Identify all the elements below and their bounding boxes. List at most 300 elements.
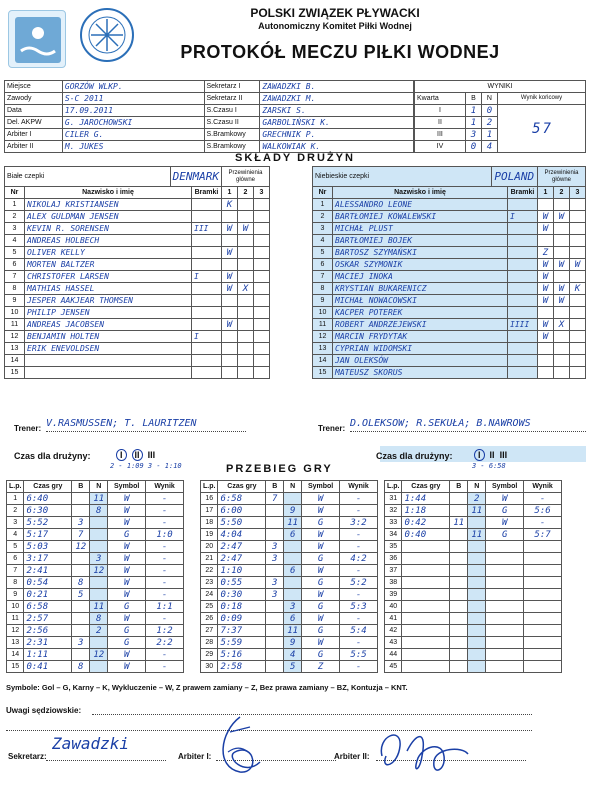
final-score — [497, 105, 585, 153]
info-left-label: Arbiter I — [5, 129, 63, 141]
log-n — [90, 589, 108, 601]
log-n — [284, 493, 302, 505]
blue-roster-row — [313, 235, 586, 247]
player-foul-f1 — [538, 367, 554, 379]
player-foul-f2 — [554, 307, 570, 319]
arbiter1-signature — [200, 712, 280, 782]
player-foul-f3 — [254, 307, 270, 319]
player-name: BARTOSZ SZYMAŃSKI — [333, 247, 508, 259]
player-foul-f1 — [222, 259, 238, 271]
log-n: 11 — [90, 601, 108, 613]
blue-roster-table — [312, 166, 586, 379]
log-n: 8 — [90, 613, 108, 625]
white-roster-row — [5, 355, 270, 367]
blue-col-name: Nazwisko i imię — [333, 187, 508, 199]
log-n — [468, 625, 486, 637]
log-lp: 36 — [385, 553, 402, 565]
log-symbol: G — [302, 601, 340, 613]
game-log-block-1 — [6, 480, 184, 673]
log-symbol: G — [302, 577, 340, 589]
player-foul-f3 — [254, 367, 270, 379]
player-foul-f1 — [222, 331, 238, 343]
blue-roster-row — [313, 271, 586, 283]
info-mid-label: Sekretarz I — [204, 81, 260, 93]
player-foul-f1: W — [538, 259, 554, 271]
log-b — [450, 493, 468, 505]
player-nr: 9 — [313, 295, 333, 307]
log-b — [266, 613, 284, 625]
log-score: - — [146, 493, 184, 505]
log-lp: 33 — [385, 517, 402, 529]
log-n — [90, 637, 108, 649]
player-foul-f3 — [570, 223, 586, 235]
game-log-row — [201, 541, 378, 553]
game-log-row — [7, 649, 184, 661]
log-lp: 42 — [385, 625, 402, 637]
log-lp: 6 — [7, 553, 24, 565]
player-nr: 12 — [313, 331, 333, 343]
log-n: 3 — [90, 553, 108, 565]
log-lp: 8 — [7, 577, 24, 589]
player-name: ANDREAS HOLBECH — [25, 235, 192, 247]
white-roster-row — [5, 331, 270, 343]
player-goals — [508, 247, 538, 259]
player-goals — [508, 259, 538, 271]
log-symbol — [486, 613, 524, 625]
log-time: 0:40 — [402, 529, 450, 541]
log-symbol: W — [486, 493, 524, 505]
log-score: - — [340, 493, 378, 505]
player-foul-f1 — [538, 307, 554, 319]
info-row — [5, 81, 414, 93]
log-n — [284, 577, 302, 589]
game-log-row — [385, 553, 562, 565]
log-time: 5:50 — [218, 517, 266, 529]
results-row — [415, 105, 586, 117]
player-foul-f1: W — [222, 283, 238, 295]
log-time: 6:58 — [24, 601, 72, 613]
log-lp: 45 — [385, 661, 402, 673]
log-n — [468, 661, 486, 673]
log-b — [450, 589, 468, 601]
log-time — [402, 553, 450, 565]
log-lp: 17 — [201, 505, 218, 517]
log-score: - — [340, 505, 378, 517]
player-foul-f1 — [222, 367, 238, 379]
game-log-row — [7, 661, 184, 673]
game-log-row — [385, 529, 562, 541]
log-time — [402, 589, 450, 601]
info-left-value: G. JAROCHOWSKI — [62, 117, 204, 129]
player-nr: 1 — [5, 199, 25, 211]
log-b — [72, 613, 90, 625]
log-score: - — [146, 613, 184, 625]
game-log-block-2 — [200, 480, 378, 673]
game-log-row — [201, 565, 378, 577]
player-foul-f3 — [570, 319, 586, 331]
log-n: 2 — [90, 625, 108, 637]
player-foul-f1: W — [538, 319, 554, 331]
player-foul-f2 — [554, 331, 570, 343]
info-left-label: Del. AKPW — [5, 117, 63, 129]
log-lp: 37 — [385, 565, 402, 577]
log-symbol — [486, 577, 524, 589]
player-foul-f1: Z — [538, 247, 554, 259]
log-time: 4:04 — [218, 529, 266, 541]
sekretarz-signature: Zawadzki — [52, 734, 130, 753]
white-coach-label: Trener: — [14, 424, 42, 433]
player-foul-f3 — [254, 211, 270, 223]
log-symbol: W — [302, 493, 340, 505]
log-b: 7 — [266, 493, 284, 505]
rosters-title: SKŁADY DRUŻYN — [235, 152, 355, 164]
player-name: ALESSANDRO LEONE — [333, 199, 508, 211]
player-foul-f3 — [254, 331, 270, 343]
log-score: - — [340, 661, 378, 673]
info-left-label: Data — [5, 105, 63, 117]
player-foul-f2 — [554, 247, 570, 259]
player-foul-f1: K — [222, 199, 238, 211]
player-name: MICHAŁ NOWACOWSKI — [333, 295, 508, 307]
game-log-row — [385, 541, 562, 553]
info-left-value: 17.09.2011 — [62, 105, 204, 117]
game-log-col: Wynik — [340, 481, 378, 493]
log-time: 2:47 — [218, 553, 266, 565]
player-foul-f1 — [222, 295, 238, 307]
white-fouls-header: Przewinienia główne — [222, 167, 270, 187]
log-score — [524, 565, 562, 577]
game-log-header — [7, 481, 184, 493]
white-roster-row — [5, 283, 270, 295]
player-nr: 5 — [313, 247, 333, 259]
player-foul-f3 — [570, 235, 586, 247]
log-b — [266, 649, 284, 661]
player-nr: 10 — [5, 307, 25, 319]
info-mid-label: S.Bramkowy — [204, 129, 260, 141]
player-foul-f3 — [254, 247, 270, 259]
game-log-header — [385, 481, 562, 493]
player-nr: 4 — [5, 235, 25, 247]
log-symbol: W — [108, 493, 146, 505]
white-timeout-note: 2 - 1:09 3 - 1:10 — [110, 462, 182, 470]
log-b: 7 — [72, 529, 90, 541]
quarter-label: III — [415, 129, 466, 141]
blue-roster-row — [313, 211, 586, 223]
player-foul-f3: K — [570, 283, 586, 295]
blue-roster-row — [313, 199, 586, 211]
white-cap-label: Białe czepki — [5, 167, 171, 187]
log-time: 0:41 — [24, 661, 72, 673]
log-lp: 43 — [385, 637, 402, 649]
player-name: BENJAMIN HOLTEN — [25, 331, 192, 343]
log-b — [266, 601, 284, 613]
log-n: 3 — [284, 601, 302, 613]
arbiter1-label: Arbiter I: — [178, 752, 212, 761]
log-time — [402, 601, 450, 613]
log-score: - — [146, 589, 184, 601]
log-symbol: W — [108, 577, 146, 589]
log-score: - — [146, 541, 184, 553]
player-foul-f1 — [222, 307, 238, 319]
blue-coach-value: D.OLEKSÓW; R.SEKUŁA; B.NAWROWS — [350, 418, 531, 429]
info-mid-label: S.Czasu II — [204, 117, 260, 129]
player-goals — [508, 223, 538, 235]
log-lp: 3 — [7, 517, 24, 529]
log-symbol: W — [486, 517, 524, 529]
log-time: 1:44 — [402, 493, 450, 505]
game-log-row — [7, 625, 184, 637]
player-nr: 11 — [313, 319, 333, 331]
white-roster-row — [5, 307, 270, 319]
log-lp: 18 — [201, 517, 218, 529]
blue-roster-row — [313, 307, 586, 319]
log-symbol — [486, 553, 524, 565]
player-goals: I — [192, 271, 222, 283]
log-lp: 24 — [201, 589, 218, 601]
log-b — [450, 529, 468, 541]
player-name: ROBERT ANDRZEJEWSKI — [333, 319, 508, 331]
log-time — [402, 625, 450, 637]
log-symbol: G — [486, 529, 524, 541]
log-lp: 34 — [385, 529, 402, 541]
white-roster-row — [5, 367, 270, 379]
player-foul-f3 — [254, 343, 270, 355]
player-foul-f3 — [570, 367, 586, 379]
player-foul-f3 — [254, 259, 270, 271]
player-name: JESPER AAKJEAR THOMSEN — [25, 295, 192, 307]
log-n: 11 — [468, 505, 486, 517]
white-timeout-label: Czas dla drużyny: — [14, 451, 91, 461]
player-nr: 9 — [5, 295, 25, 307]
player-goals — [508, 343, 538, 355]
player-name: ANDREAS JACOBSEN — [25, 319, 192, 331]
player-foul-f1 — [222, 355, 238, 367]
log-time: 5:59 — [218, 637, 266, 649]
game-log-row — [385, 589, 562, 601]
blue-roster-row — [313, 295, 586, 307]
white-coach-value: V.RASMUSSEN; T. LAURITZEN — [46, 418, 197, 429]
player-name: MORTEN BALTZER — [25, 259, 192, 271]
log-b — [72, 601, 90, 613]
game-log-row — [385, 625, 562, 637]
game-log-row — [201, 649, 378, 661]
game-log-col: Czas gry — [402, 481, 450, 493]
player-foul-f3 — [254, 199, 270, 211]
white-roster-row — [5, 235, 270, 247]
game-log-row — [385, 493, 562, 505]
info-mid-value: ZAWADZKI M. — [260, 93, 414, 105]
log-lp: 35 — [385, 541, 402, 553]
log-lp: 15 — [7, 661, 24, 673]
player-name: OSKAR SZYMONIK — [333, 259, 508, 271]
info-mid-label: S.Czasu I — [204, 105, 260, 117]
log-lp: 25 — [201, 601, 218, 613]
info-left-value: M. JUKES — [62, 141, 204, 153]
log-b — [450, 637, 468, 649]
player-foul-f2 — [238, 211, 254, 223]
player-name: CHRISTOFER LARSEN — [25, 271, 192, 283]
log-time: 1:18 — [402, 505, 450, 517]
player-foul-f3 — [254, 223, 270, 235]
player-foul-f2 — [554, 367, 570, 379]
log-score: - — [146, 565, 184, 577]
player-foul-f2 — [554, 235, 570, 247]
log-b — [450, 505, 468, 517]
log-n — [90, 577, 108, 589]
log-time — [402, 637, 450, 649]
player-nr: 15 — [5, 367, 25, 379]
log-time: 1:10 — [218, 565, 266, 577]
player-foul-f2 — [238, 259, 254, 271]
log-score: - — [340, 589, 378, 601]
log-n: 12 — [90, 565, 108, 577]
log-score — [524, 661, 562, 673]
log-score — [524, 589, 562, 601]
player-name: BARTŁOMIEJ KOWALEWSKI — [333, 211, 508, 223]
log-time: 6:00 — [218, 505, 266, 517]
log-time: 2:41 — [24, 565, 72, 577]
player-foul-f2: W — [554, 259, 570, 271]
log-symbol: G — [108, 601, 146, 613]
blue-timeout-p3: III — [499, 450, 508, 460]
player-goals — [508, 271, 538, 283]
player-foul-f2 — [554, 343, 570, 355]
game-log-row — [7, 505, 184, 517]
log-symbol: W — [302, 565, 340, 577]
log-b — [72, 493, 90, 505]
player-foul-f3 — [570, 295, 586, 307]
symbols-legend: Symbole: Gol – G, Karny – K, Wykluczenie – W, Z prawem zamiany – Z, Bez prawa zamiany – BZ, Kontuzja – KNT. — [6, 683, 408, 692]
arbiter2-label: Arbiter II: — [334, 752, 370, 761]
blue-roster-row — [313, 355, 586, 367]
white-col-nr: Nr — [5, 187, 25, 199]
player-nr: 8 — [313, 283, 333, 295]
log-time: 0:30 — [218, 589, 266, 601]
player-nr: 5 — [5, 247, 25, 259]
game-log-row — [385, 505, 562, 517]
blue-timeout-label: Czas dla drużyny: — [376, 451, 453, 461]
game-log-col: Symbol — [486, 481, 524, 493]
log-b: 8 — [72, 577, 90, 589]
game-log-col: L.p. — [201, 481, 218, 493]
player-foul-f2 — [238, 331, 254, 343]
log-score: 1:0 — [146, 529, 184, 541]
log-b: 5 — [72, 589, 90, 601]
blue-col-nr: Nr — [313, 187, 333, 199]
game-log-col: B — [72, 481, 90, 493]
log-b: 3 — [266, 589, 284, 601]
quarter-b: 0 — [465, 141, 481, 153]
game-log-row — [7, 493, 184, 505]
log-time: 0:18 — [218, 601, 266, 613]
player-name: JAN OLEKSÓW — [333, 355, 508, 367]
log-symbol: W — [108, 541, 146, 553]
log-n — [468, 553, 486, 565]
player-foul-f2 — [554, 271, 570, 283]
log-n: 11 — [284, 517, 302, 529]
log-score: - — [146, 649, 184, 661]
white-col-f3: 3 — [254, 187, 270, 199]
game-log-col: L.p. — [385, 481, 402, 493]
log-score: 5:5 — [340, 649, 378, 661]
log-time: 0:21 — [24, 589, 72, 601]
game-log-row — [7, 577, 184, 589]
log-symbol: W — [108, 661, 146, 673]
log-score: 1:1 — [146, 601, 184, 613]
game-log-row — [7, 517, 184, 529]
log-score: 3:2 — [340, 517, 378, 529]
log-lp: 31 — [385, 493, 402, 505]
log-lp: 13 — [7, 637, 24, 649]
results-title: WYNIKI — [415, 81, 586, 93]
log-symbol — [486, 637, 524, 649]
info-left-value: CILER G. — [62, 129, 204, 141]
log-b — [450, 541, 468, 553]
log-symbol: G — [108, 625, 146, 637]
game-log-col: B — [450, 481, 468, 493]
quarter-label: IV — [415, 141, 466, 153]
player-nr: 12 — [5, 331, 25, 343]
log-time — [402, 649, 450, 661]
results-table — [414, 80, 586, 153]
log-n — [90, 517, 108, 529]
log-lp: 27 — [201, 625, 218, 637]
player-foul-f2: X — [238, 283, 254, 295]
info-row — [5, 105, 414, 117]
white-roster-row — [5, 319, 270, 331]
game-log-col: Czas gry — [218, 481, 266, 493]
white-roster-row — [5, 295, 270, 307]
info-row — [5, 141, 414, 153]
log-symbol — [486, 601, 524, 613]
final-score-b: 5 — [532, 120, 541, 137]
log-n: 8 — [90, 505, 108, 517]
player-goals — [508, 283, 538, 295]
blue-timeout-note: 3 - 6:58 — [472, 462, 506, 470]
info-row — [5, 117, 414, 129]
log-symbol — [486, 649, 524, 661]
blue-timeout-p2: II — [489, 450, 495, 460]
game-log-col: N — [284, 481, 302, 493]
player-nr: 6 — [313, 259, 333, 271]
white-col-f1: 1 — [222, 187, 238, 199]
player-foul-f3 — [570, 199, 586, 211]
game-log-row — [385, 565, 562, 577]
log-n — [468, 565, 486, 577]
log-symbol: W — [108, 517, 146, 529]
player-foul-f3 — [254, 235, 270, 247]
blue-col-f2: 2 — [554, 187, 570, 199]
game-log-row — [7, 541, 184, 553]
log-lp: 23 — [201, 577, 218, 589]
player-goals: IIII — [508, 319, 538, 331]
white-roster-row — [5, 343, 270, 355]
log-b — [72, 649, 90, 661]
log-symbol: W — [302, 541, 340, 553]
log-lp: 4 — [7, 529, 24, 541]
log-b — [450, 553, 468, 565]
quarter-label: I — [415, 105, 466, 117]
white-timeout-p1: I — [116, 449, 127, 461]
blue-col-f3: 3 — [570, 187, 586, 199]
log-b — [266, 661, 284, 673]
results-col-kwarta: Kwarta — [415, 93, 466, 105]
log-lp: 1 — [7, 493, 24, 505]
log-n: 4 — [284, 649, 302, 661]
info-left-label: Arbiter II — [5, 141, 63, 153]
info-row — [5, 93, 414, 105]
pzp-logo — [8, 10, 66, 68]
